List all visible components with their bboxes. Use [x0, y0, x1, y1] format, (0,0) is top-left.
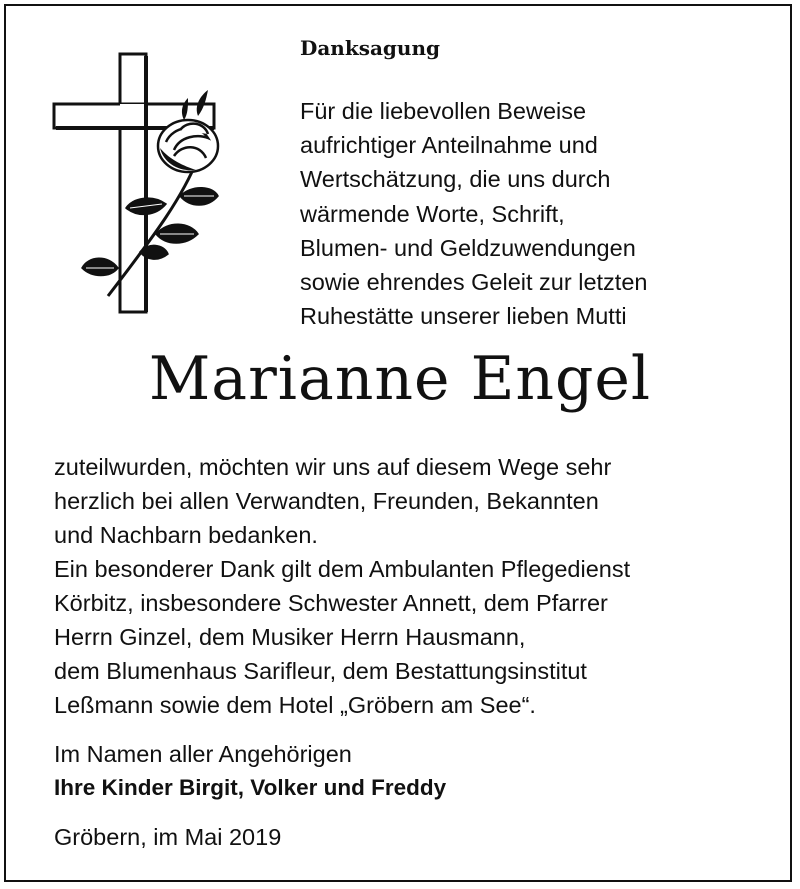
place-date: Gröbern, im Mai 2019	[54, 824, 282, 850]
signature-intro: Im Namen aller Angehörigen	[54, 741, 352, 767]
intro-line: Blumen- und Geldzuwendungen	[300, 234, 636, 261]
intro-line: Wertschätzung, die uns durch	[300, 166, 611, 193]
intro-line: wärmende Worte, Schrift,	[300, 200, 565, 227]
body-line: und Nachbarn bedanken.	[54, 522, 318, 548]
intro-line: Ruhestätte unserer lieben Mutti	[300, 303, 627, 330]
body-line: herzlich bei allen Verwandten, Freunden, Bekannten	[54, 488, 599, 514]
intro-line: aufrichtiger Anteilnahme und	[300, 132, 598, 159]
body-line: zuteilwurden, möchten wir uns auf diesem Wege sehr	[54, 454, 612, 480]
notice-frame	[4, 4, 792, 882]
body-text	[54, 450, 794, 722]
signature-names: Ihre Kinder Birgit, Volker und Freddy	[54, 775, 447, 800]
deceased-name: Marianne Engel	[148, 344, 652, 414]
notice-heading: Danksagung	[300, 36, 440, 60]
intro-line: Für die liebevollen Beweise	[300, 98, 587, 124]
body-line: Körbitz, insbesondere Schwester Annett, dem Pfarrer	[54, 590, 608, 616]
intro-text	[300, 94, 780, 333]
cross-with-rose-icon	[48, 46, 228, 321]
body-line: Ein besonderer Dank gilt dem Ambulanten Pflegedienst	[54, 556, 631, 582]
body-line: dem Blumenhaus Sarifleur, dem Bestattungsinstitut	[54, 658, 587, 684]
intro-line: sowie ehrendes Geleit zur letzten	[300, 269, 648, 296]
signature-block	[54, 737, 754, 805]
body-line: Leßmann sowie dem Hotel „Gröbern am See“.	[54, 692, 536, 718]
body-line: Herrn Ginzel, dem Musiker Herrn Hausmann,	[54, 624, 526, 650]
